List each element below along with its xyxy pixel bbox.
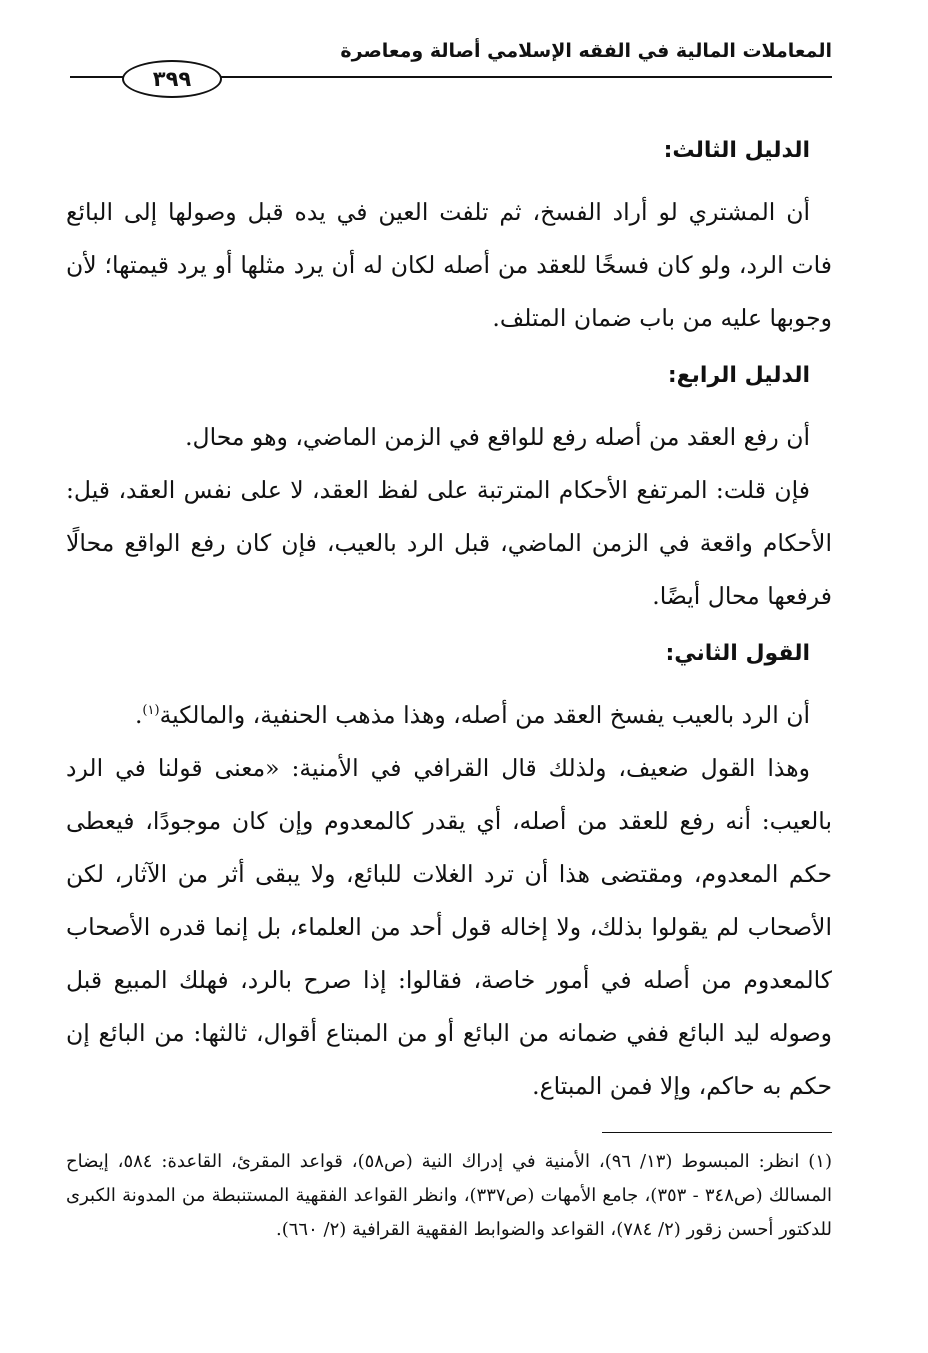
second-opinion-text-end: .: [134, 701, 143, 729]
footnote-marker: (١): [142, 703, 160, 719]
footnote-separator: [602, 1132, 832, 1133]
paragraph-qarafi-quote: وهذا القول ضعيف، ولذلك قال القرافي في الأمنية: «معنى قولنا في الرد بالعيب: أنه رفع للعقد من أصله، أي يقدر كالمعدوم وإن كان موجودًا، فيعطى حكم المعدوم، ومقتضى هذا أن ترد الغلات للبائع، ولا يبقى أثر من الآثار، لكن الأصحاب لم يقولوا بذلك، ولا إخاله قول أحد من العلماء، بل إنما قدره الأصحاب كالمعدوم من أصله في أمور خاصة، فقالوا: إذا صرح بالرد، فهلك المبيع قبل وصوله ليد البائع ففي ضمانه من البائع أو من المبتاع أقوال، ثالثها: من البائع إن حكم به حاكم، وإلا فمن المبتاع.: [66, 754, 832, 1100]
heading-second-opinion: القول الثاني:: [665, 641, 810, 666]
paragraph-third-evidence: أن المشتري لو أراد الفسخ، ثم تلفت العين في يده قبل وصولها إلى البائع فات الرد، ولو كان فسخًا للعقد من أصله لكان له أن يرد مثلها أو يرد قيمتها؛ لأن وجوبها عليه من باب ضمان المتلف.: [66, 198, 832, 332]
paragraph-fourth-evidence: أن رفع العقد من أصله رفع للواقع في الزمن الماضي، وهو محال.: [185, 423, 810, 451]
footnotes: [66, 1145, 832, 1247]
second-opinion-text: أن الرد بالعيب يفسخ العقد من أصله، وهذا مذهب الحنفية، والمالكية: [159, 701, 810, 729]
page-number: ٣٩٩: [122, 60, 222, 98]
paragraph-second-opinion: [66, 689, 832, 742]
heading-fourth-evidence: الدليل الرابع:: [667, 363, 810, 388]
paragraph-objection: فإن قلت: المرتفع الأحكام المترتبة على لفظ العقد، لا على نفس العقد، قيل: الأحكام واقعة في الزمن الماضي، قبل الرد بالعيب، فإن كان رفع الواقع محالًا فرفعها محال أيضًا.: [66, 476, 832, 610]
footnote-1: (١) انظر: المبسوط (١٣/ ٩٦)، الأمنية في إدراك النية (ص٥٨)، قواعد المقرئ، القاعدة: ٥٨٤، إيضاح المسالك (ص٣٤٨ - ٣٥٣)، جامع الأمهات (ص٣٣٧)، وانظر القواعد الفقهية المستنبطة من المدونة الكبرى للدكتور أحسن زقور (٢/ ٧٨٤)، القواعد والضوابط الفقهية القرافية (٢/ ٦٦٠).: [66, 1151, 833, 1240]
running-title: المعاملات المالية في الفقه الإسلامي أصالة ومعاصرة: [340, 40, 832, 62]
main-text: [66, 126, 832, 1113]
heading-third-evidence: الدليل الثالث:: [663, 138, 810, 163]
